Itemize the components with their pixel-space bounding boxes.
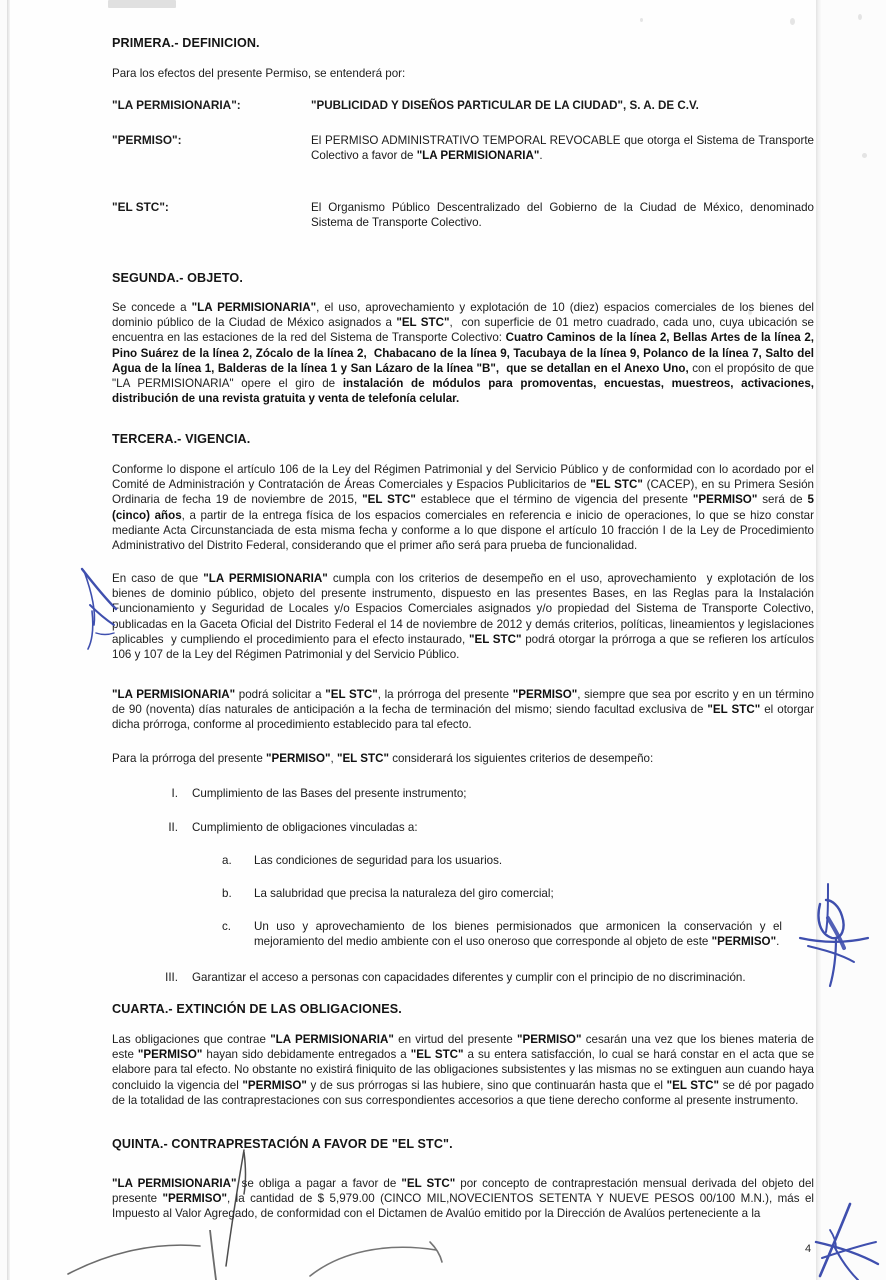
clause-primera-intro: Para los efectos del presente Permiso, se entenderá por: [112, 67, 406, 80]
list-marker-i: I. [171, 787, 178, 800]
definition-term-stc: "EL STC": [112, 200, 169, 214]
clause-segunda-paragraph: Se concede a "LA PERMISIONARIA", el uso, aprovechamiento y explotación de 10 (diez) espacios comerciales de los bienes del dominio público de la Ciudad de México asignados a "EL STC", con superficie de 01 metro cuadrado, cada uno, cuya ubicación se encuentra en las estaciones de la red del Sistema de Transporte Colectivo: Cuatro Caminos de la línea 2, Bellas Artes de la línea 2, Pino Suárez de la línea 2, Zócalo de la línea 2, Chabacano de la línea 9, Tacubaya de la línea 9, Polanco de la línea 7, Salto del Agua de la línea 1, Balderas de la línea 1 y San Lázaro de la línea "B", que se detallan en el Anexo Uno, con el propósito de que "LA PERMISIONARIA" opere el giro de instalación de módulos para promoventas, encuestas, muestreos, activaciones, distribución de una revista gratuita y venta de telefonía celular. [112, 301, 815, 406]
definition-body-stc: El Organismo Público Descentralizado del Gobierno de la Ciudad de México, denominado Sistema de Transporte Colectivo. [311, 201, 814, 230]
list-text-iii: Garantizar el acceso a personas con capacidades diferentes y cumplir con el principio de no discriminación. [192, 971, 746, 984]
definition-body-permisionaria: "PUBLICIDAD Y DISEÑOS PARTICULAR DE LA CIUDAD", S. A. DE C.V. [311, 99, 699, 112]
clause-cuarta-paragraph: Las obligaciones que contrae "LA PERMISIONARIA" en virtud del presente "PERMISO" cesarán una vez que los bienes materia de este "PERMISO" hayan sido debidamente entregados a "EL STC" a su entera satisfacción, lo cual se hará constar en el acta que se elabore para tal efecto. No obstante no existirá finiquito de las obligaciones subsistentes y las mismas no se extinguen aun cuando haya concluido la vigencia del "PERMISO" y de sus prórrogas si las hubiere, sino que continuarán hasta que el "EL STC" se dé por pagado de la totalidad de las contraprestaciones con sus correspondientes accesorios a que tiene derecho conforme al presente instrumento. [112, 1033, 815, 1107]
list-marker-c: c. [222, 920, 232, 933]
clause-tercera-paragraph-1: Conforme lo dispone el artículo 106 de la Ley del Régimen Patrimonial y del Servicio Público y de conformidad con lo acordado por el Comité de Administración y Contratación de Áreas Comerciales y Espacios Publicitarios de "EL STC" (CACEP), en su Primera Sesión Ordinaria de fecha 19 de noviembre de 2015, "EL STC" establece que el término de vigencia del presente "PERMISO" será de 5 (cinco) años, a partir de la entrega física de los espacios comerciales en referencia e inicio de operaciones, lo que se hizo constar mediante Acta Circunstanciada de esta misma fecha y conforme a lo que dispone el artículo 10 fracción I de la Ley de Procedimiento Administrativo del Distrito Federal, considerando que el primer año será para prueba de funcionalidad. [112, 463, 815, 553]
list-marker-ii: II. [168, 821, 178, 834]
page-margin-right [821, 0, 886, 1280]
list-text-i: Cumplimiento de las Bases del presente instrumento; [192, 787, 467, 800]
clause-heading-segunda: SEGUNDA.- OBJETO. [112, 271, 243, 285]
list-marker-a: a. [222, 854, 232, 867]
list-marker-b: b. [222, 887, 232, 900]
definition-body-permiso: El PERMISO ADMINISTRATIVO TEMPORAL REVOCABLE que otorga el Sistema de Transporte Colectivo a favor de "LA PERMISIONARIA". [311, 134, 814, 163]
page-number: 4 [805, 1243, 812, 1255]
scan-speck [858, 14, 862, 20]
scan-speck [640, 18, 643, 22]
scan-speck [862, 153, 867, 158]
list-text-a: Las condiciones de seguridad para los usuarios. [254, 854, 503, 867]
page-edge-left [7, 0, 10, 1280]
clause-quinta-paragraph: "LA PERMISIONARIA" se obliga a pagar a favor de "EL STC" por concepto de contraprestación mensual derivada del objeto del presente "PERMISO", la cantidad de $ 5,979.00 (CINCO MIL,NOVECIENTOS SETENTA Y NUEVE PESOS 00/100 M.N.), más el Impuesto al Valor Agregado, de conformidad con el Dictamen de Avalúo emitido por la Dirección de Avalúos perteneciente a la [112, 1177, 814, 1221]
page-margin-left [0, 0, 7, 1280]
list-marker-iii: III. [165, 971, 178, 984]
definition-term-permisionaria: "LA PERMISIONARIA": [112, 98, 241, 112]
clause-heading-quinta: QUINTA.- CONTRAPRESTACIÓN A FAVOR DE "EL STC". [112, 1137, 453, 1151]
definition-term-permiso: "PERMISO": [112, 133, 182, 147]
clause-tercera-paragraph-4: Para la prórroga del presente "PERMISO", "EL STC" considerará los siguientes criterios de desempeño: [112, 752, 654, 765]
clause-heading-cuarta: CUARTA.- EXTINCIÓN DE LAS OBLIGACIONES. [112, 1002, 402, 1016]
clause-tercera-paragraph-3: "LA PERMISIONARIA" podrá solicitar a "EL STC", la prórroga del presente "PERMISO", siempre que sea por escrito y en un término de 90 (noventa) días naturales de anticipación a la fecha de terminación del mismo; siendo facultad exclusiva de "EL STC" el otorgar dicha prórroga, conforme al procedimiento establecido para tal efecto. [112, 688, 814, 732]
scan-smudge [108, 0, 176, 8]
list-text-c: Un uso y aprovechamiento de los bienes permisionados que armonicen la conservación y el mejoramiento del medio ambiente con el uso oneroso que corresponde al objeto de este "PERMISO". [254, 920, 782, 949]
clause-tercera-paragraph-2: En caso de que "LA PERMISIONARIA" cumpla con los criterios de desempeño en el uso, aprovechamiento y explotación de los bienes de dominio público, objeto del presente instrumento, dispuesto en las presentes Bases, en las Reglas para la Instalación Funcionamiento y Seguridad de Locales y/o Espacios Comerciales asignados y/o propiedad del Sistema de Transporte Colectivo, publicadas en la Gaceta Oficial del Distrito Federal el 14 de noviembre de 2012 y demás criterios, políticas, lineamientos y legislaciones aplicables y cumpliendo el procedimiento para el efecto instaurado, "EL STC" podrá otorgar la prórroga a que se refieren los artículos 106 y 107 de la Ley del Régimen Patrimonial y del Servicio Público. [112, 572, 815, 662]
scan-speck [790, 18, 795, 25]
list-text-ii: Cumplimiento de obligaciones vinculadas a: [192, 821, 418, 834]
clause-heading-primera: PRIMERA.- DEFINICION. [112, 36, 260, 50]
list-text-b: La salubridad que precisa la naturaleza del giro comercial; [254, 887, 554, 900]
clause-heading-tercera: TERCERA.- VIGENCIA. [112, 432, 251, 446]
